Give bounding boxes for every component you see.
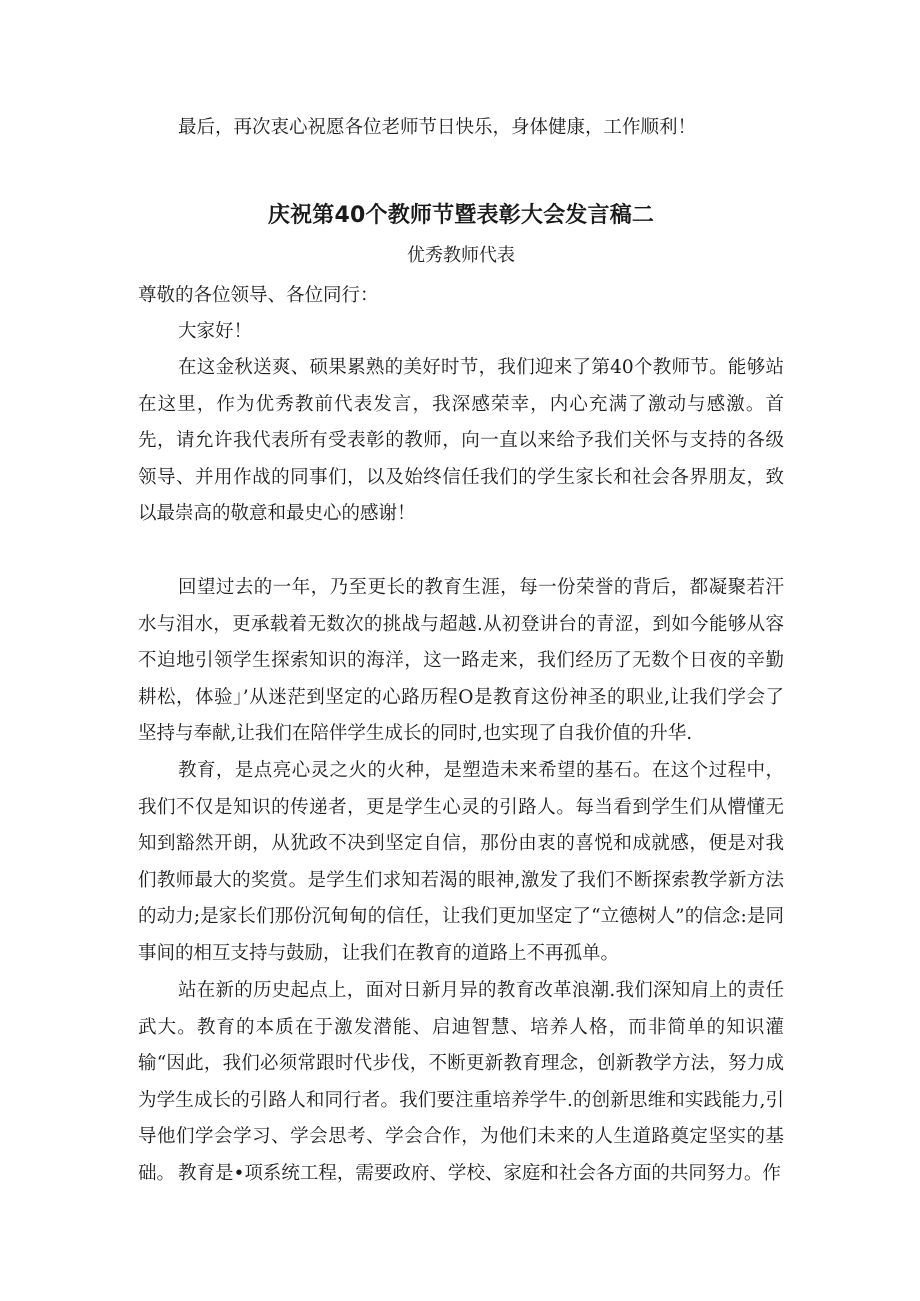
- greeting: 大家好！: [178, 321, 253, 342]
- body-paragraph-3: 教育，是点亮心灵之火的火种，是塑造未来希望的基石。在这个过程中，我们不仅是知识的传递者，更是学生心灵的引路人。每当看到学生们从懵懂无知到豁然开朗，从犹政不决到坚定自信，那份由衷的喜悦和成就感，便是对我们教师最大的奖赏。是学生们求知若渴的眼神,激发了我们不断探索教学新方法的动力;是家长们那份沉甸甸的信任，让我们更加坚定了“立德树人”的信念:是同事间的相互支持与鼓励，让我们在教育的道路上不再孤单。: [138, 760, 784, 964]
- closing-line: 最后，再次衷心祝愿各位老师节日快乐，身体健康，工作顺利！: [178, 117, 697, 138]
- document-title: 庆祝第40个教师节暨表彰大会发言稿二: [267, 203, 655, 228]
- body-paragraph-1: 在这金秋送爽、硕果累熟的美好时节，我们迎来了第40个教师节。能够站在这里，作为优秀教前代表发言，我深感荣幸，内心充满了激动与感激。首先，请允许我代表所有受表彰的教师，向一直以来给予我们关怀与支持的各级领导、并用作战的同事们，以及始终信任我们的学生家长和社会各界朋友，致以最崇高的敬意和最史心的感谢！: [138, 357, 784, 525]
- body-paragraph-2: 回望过去的一年，乃至更长的教育生涯，每一份荣誉的背后，都凝聚若汗水与泪水，更承载着无数次的挑战与超越.从初登讲台的青涩，到如今能够从容不迫地引领学生探索知识的海洋，这一路走来，我们经历了无数个日夜的辛勤耕松，体验」’从迷茫到坚定的心路历程O是教育这份神圣的职业,让我们学会了坚持与奉献,让我们在陪伴学生成长的同时,也实现了自我价值的升华.: [138, 577, 784, 745]
- document-subtitle: 优秀教师代表: [407, 245, 515, 266]
- salutation: 尊敬的各位领导、各位同行：: [138, 285, 379, 306]
- body-paragraph-4: 站在新的历史起点上，面对日新月异的教育改革浪潮.我们深知肩上的责任武大。教育的本质在于激发潜能、启迪智慧、培养人格，而非简单的知识灌输“因此，我们必须常跟时代步伐，不断更新教育理念，创新教学方法，努力成为学生成长的引路人和同行者。我们要注重培养学牛.的创新思维和实践能力,引导他们学会学习、学会思考、学会合作，为他们未来的人生道路奠定坚实的基础。: [138, 980, 784, 1184]
- body-paragraph-5: 教育是•项系统工程，需要政府、学校、家庭和社会各方面的共同努力。作: [178, 1163, 781, 1184]
